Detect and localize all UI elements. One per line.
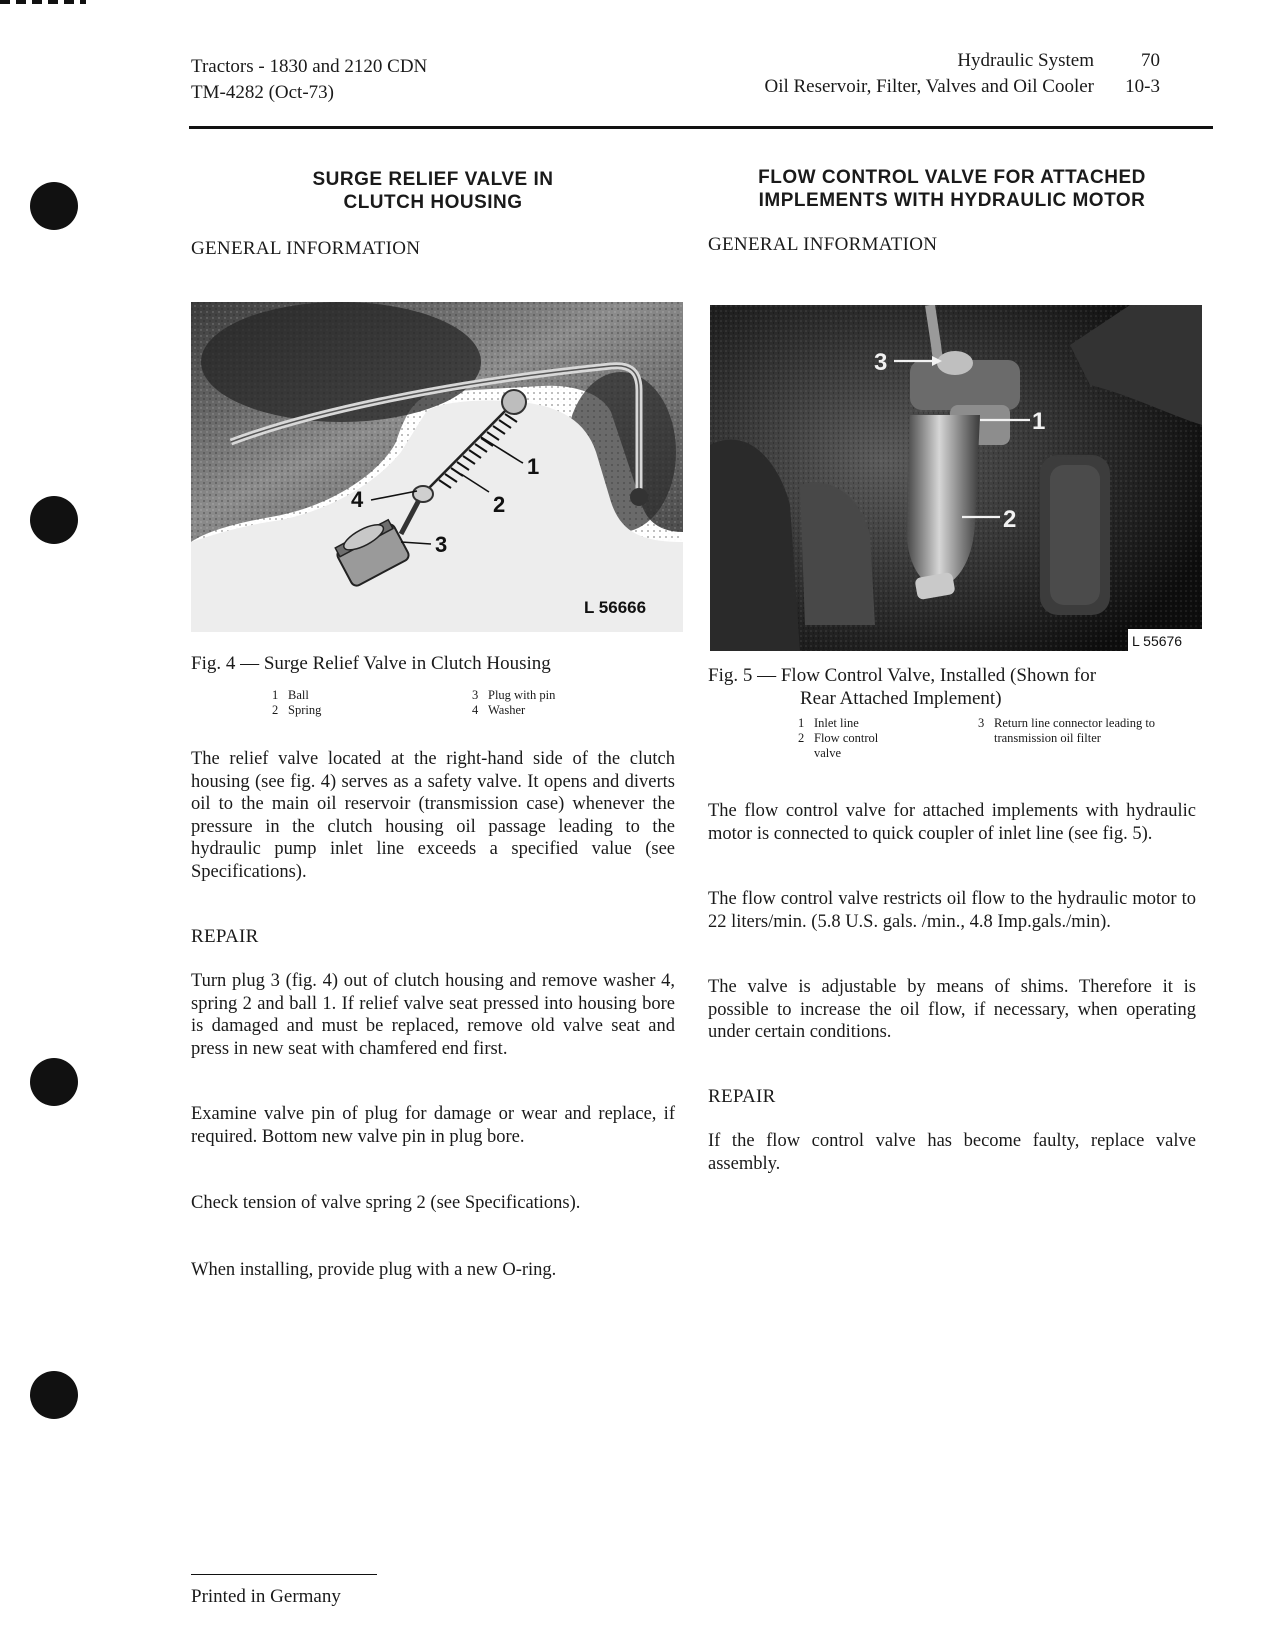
left-repair-paragraph-1: Turn plug 3 (fig. 4) out of clutch housing and remove washer 4, spring 2 and ball 1. If relief valve seat pressed into housing bore is damaged and must be replaced, remove old valve seat and press in new seat with chamfered end first.: [191, 971, 675, 1059]
fig5-caption: [708, 664, 1204, 710]
binder-hole: [30, 1058, 78, 1106]
fig5-callout-3: 3: [874, 349, 888, 376]
fig5-id: L 55676: [1132, 633, 1183, 649]
manual-title: Tractors - 1830 and 2120 CDN: [191, 56, 428, 77]
legend-item: 4 Washer: [472, 703, 526, 717]
footer-rule: [191, 1574, 377, 1575]
figure-5-photo: [710, 305, 1202, 651]
manual-number: TM-4282 (Oct-73): [191, 82, 334, 103]
fig4-id: L 56666: [584, 598, 647, 617]
left-title-line1: SURGE RELIEF VALVE IN: [312, 169, 554, 190]
left-repair-paragraph-4: When installing, provide plug with a new O-ring.: [191, 1260, 557, 1280]
fig4-callout-2: 2: [493, 492, 506, 517]
figure-4-photo: [191, 302, 683, 632]
fig5-callout-2: 2: [1003, 506, 1017, 533]
legend-item: 3 Return line connector leading to transmission oil filter: [978, 716, 1156, 745]
header-right: [764, 48, 1160, 100]
legend-item: 1 Inlet line: [798, 716, 859, 730]
footer-printed: Printed in Germany: [191, 1586, 341, 1607]
right-paragraph-1: The flow control valve for attached implements with hydraulic motor is connected to quick coupler of inlet line (see fig. 5).: [708, 801, 1196, 844]
scan-edge-mark: [0, 0, 86, 4]
fig4-caption: Fig. 4 — Surge Relief Valve in Clutch Housing: [191, 653, 551, 674]
fig5-legend: [798, 716, 1168, 761]
header-rule: [189, 126, 1213, 129]
binder-hole: [30, 182, 78, 230]
left-title-line2: CLUTCH HOUSING: [343, 192, 523, 213]
header-left: [191, 54, 427, 106]
right-repair-paragraph: If the flow control valve has become faulty, replace valve assembly.: [708, 1131, 1196, 1174]
binder-hole: [30, 496, 78, 544]
right-paragraph-2: The flow control valve restricts oil flow to the hydraulic motor to 22 liters/min. (5.8 U.S. gals. /min., 4.8 Imp.gals./min).: [708, 889, 1196, 932]
left-repair-paragraph-3: Check tension of valve spring 2 (see Specifications).: [191, 1193, 581, 1213]
fig4-legend: [272, 688, 672, 718]
right-section-title: [708, 166, 1196, 212]
left-intro-paragraph: The relief valve located at the right-hand side of the clutch housing (see fig. 4) serves as a safety valve. It opens and diverts oil to the main oil reservoir (transmission case) whenever the pressure in the clutch housing oil passage leading to the hydraulic pump inlet line exceeds a specified value (see Specifications).: [191, 749, 675, 882]
legend-item: 2 Flow control valve: [798, 731, 879, 760]
legend-item: 3 Plug with pin: [472, 688, 556, 702]
right-repair-heading: REPAIR: [708, 1086, 776, 1107]
fig5-callout-1: 1: [1032, 408, 1046, 435]
section-title: Hydraulic System: [957, 50, 1094, 71]
right-paragraph-3: The valve is adjustable by means of shims. Therefore it is possible to increase the oil flow, if necessary, when operating under certain conditions.: [708, 977, 1196, 1042]
fig5-caption-line1: Fig. 5 — Flow Control Valve, Installed (Shown for: [708, 665, 1097, 686]
fig4-callout-4: 4: [351, 487, 364, 512]
right-title-line1: FLOW CONTROL VALVE FOR ATTACHED: [758, 167, 1146, 188]
binder-hole: [30, 1371, 78, 1419]
section-number: 10-3: [1125, 76, 1160, 97]
page-number: 70: [1141, 50, 1160, 71]
legend-item: 1 Ball: [272, 688, 309, 702]
section-subtitle: Oil Reservoir, Filter, Valves and Oil Cooler: [764, 76, 1094, 97]
fig4-callout-3: 3: [435, 532, 448, 557]
right-general-heading: GENERAL INFORMATION: [708, 234, 938, 255]
fig5-caption-line2: Rear Attached Implement): [800, 688, 1002, 709]
left-repair-paragraph-2: Examine valve pin of plug for damage or wear and replace, if required. Bottom new valve pin in plug bore.: [191, 1104, 675, 1147]
legend-item: 2 Spring: [272, 703, 322, 717]
left-section-title: [191, 168, 675, 214]
right-title-line2: IMPLEMENTS WITH HYDRAULIC MOTOR: [758, 190, 1146, 211]
left-general-heading: GENERAL INFORMATION: [191, 238, 421, 259]
left-repair-heading: REPAIR: [191, 926, 259, 947]
fig4-callout-1: 1: [527, 454, 540, 479]
